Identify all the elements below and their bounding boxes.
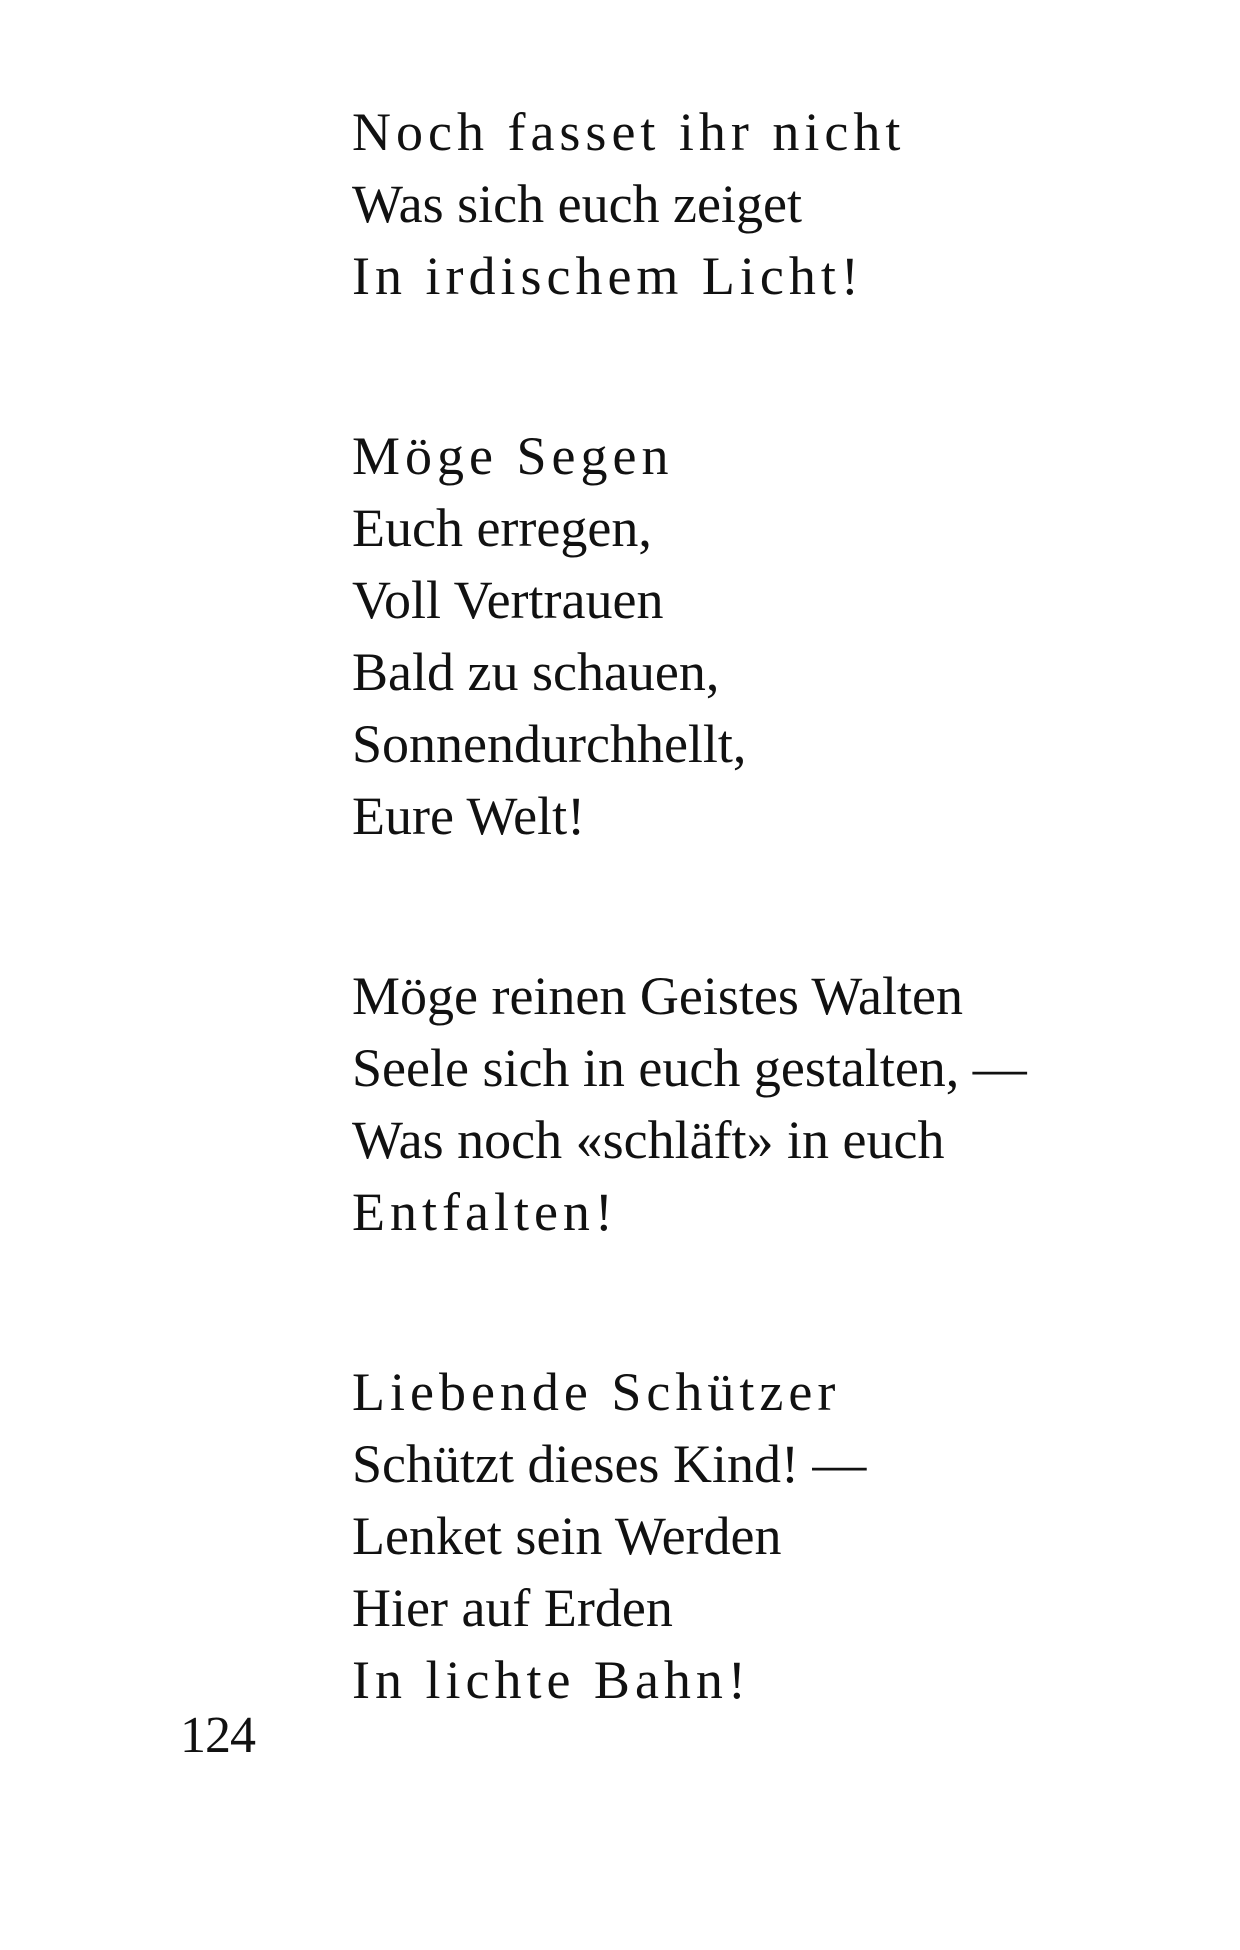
poem-line: Was noch «schläft» in euch	[352, 1110, 945, 1170]
poem-line: Voll Vertrauen	[352, 570, 664, 630]
poem-line: In lichte Bahn!	[352, 1650, 751, 1710]
stanza-4	[352, 1356, 1212, 1716]
poem-line: Möge reinen Geistes Walten	[352, 966, 963, 1026]
poem-line: Eure Welt!	[352, 786, 586, 846]
poem-line: Euch erregen,	[352, 498, 652, 558]
poem	[352, 96, 1212, 1716]
poem-line: Bald zu schauen,	[352, 642, 720, 702]
poem-line: In irdischem Licht!	[352, 246, 864, 306]
page-number: 124	[180, 1707, 255, 1764]
poem-line: Schützt dieses Kind! —	[352, 1434, 867, 1494]
stanza-1	[352, 96, 1212, 312]
poem-line: Lenket sein Werden	[352, 1506, 782, 1566]
stanza-3	[352, 960, 1212, 1248]
poem-line: Noch fasset ihr nicht	[352, 102, 906, 162]
poem-line: Möge Segen	[352, 426, 674, 486]
poem-line: Entfalten!	[352, 1182, 618, 1242]
poem-line: Seele sich in euch gestalten, —	[352, 1038, 1027, 1098]
stanza-2	[352, 420, 1212, 852]
poem-line: Liebende Schützer	[352, 1362, 841, 1422]
poem-line: Was sich euch zeiget	[352, 174, 802, 234]
poem-line: Hier auf Erden	[352, 1578, 673, 1638]
poem-line: Sonnendurchhellt,	[352, 714, 747, 774]
